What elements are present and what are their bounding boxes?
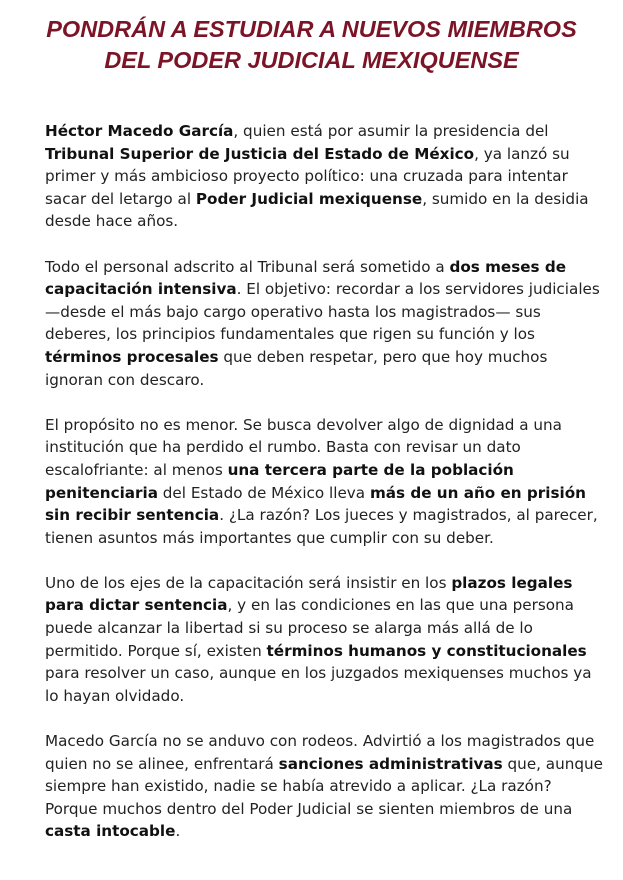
paragraph-1	[45, 120, 605, 233]
paragraph-4	[45, 572, 605, 708]
headline-line-1: PONDRÁN A ESTUDIAR A NUEVOS MIEMBROS	[46, 16, 577, 42]
body-text: , ya lanzó su primer y más ambicioso proyecto político: una cruzada para intentar sacar del letargo al	[45, 144, 570, 208]
body-text: para resolver un caso, aunque en los juzgados mexiquenses muchos ya lo hayan olvidado.	[45, 664, 592, 705]
body-text: Uno de los ejes de la capacitación será insistir en los	[45, 573, 452, 592]
bold-text: Héctor Macedo García	[45, 122, 234, 140]
bold-text: Poder Judicial mexiquense	[195, 189, 423, 208]
body-text: El propósito no es menor. Se busca devolver algo de dignidad a una institución que ha perdido el rumbo. Basta con revisar un dato escalofriante: al menos	[45, 415, 562, 479]
bold-text: dos meses de capacitación intensiva	[45, 257, 567, 299]
paragraph-2	[45, 256, 605, 392]
bold-text: más de un año en prisión sin recibir sentencia	[45, 483, 586, 525]
body-text: , y en las condiciones en las que una persona puede alcanzar la libertad si su proceso se alarga más allá de lo permitido. Porque sí, existen	[45, 596, 574, 660]
body-text: .	[175, 822, 181, 841]
bold-text: términos humanos y constitucionales	[266, 641, 587, 660]
body-text: Todo el personal adscrito al Tribunal será sometido a	[45, 257, 450, 276]
headline-line-2: DEL PODER JUDICIAL MEXIQUENSE	[104, 47, 519, 73]
paragraph-5	[45, 730, 605, 843]
headline	[0, 14, 623, 76]
body-text: , sumido en la desidia desde hace años.	[45, 189, 589, 231]
bold-text: casta intocable	[45, 822, 176, 841]
bold-text: términos procesales	[45, 347, 219, 366]
bold-text: sanciones administrativas	[278, 754, 503, 773]
body-text: . ¿La razón? Los jueces y magistrados, al parecer, tienen asuntos más importantes que cumplir con su deber.	[45, 506, 598, 547]
body-text: Macedo García no se anduvo con rodeos. Advirtió a los magistrados que quien no se alinee, enfrentará	[45, 732, 595, 773]
bold-text: Tribunal Superior de Justicia del Estado de México	[45, 144, 475, 163]
body-text: que, aunque siempre han existido, nadie se había atrevido a aplicar. ¿La razón? Porque muchos dentro del Poder Judicial se sienten miembros de una	[45, 754, 603, 818]
bold-text: una tercera parte de la población penitenciaria	[45, 460, 514, 502]
paragraph-3	[45, 414, 605, 550]
body-text: , quien está por asumir la presidencia del	[233, 122, 549, 140]
body-text: del Estado de México lleva	[157, 483, 370, 502]
bold-text: plazos legales para dictar sentencia	[45, 573, 573, 615]
body-text: . El objetivo: recordar a los servidores judiciales —desde el más bajo cargo operativo hasta los magistrados— sus deberes, los principios fundamentales que rigen su función y los	[45, 280, 600, 344]
body-text: que deben respetar, pero que hoy muchos ignoran con descaro.	[45, 347, 548, 389]
